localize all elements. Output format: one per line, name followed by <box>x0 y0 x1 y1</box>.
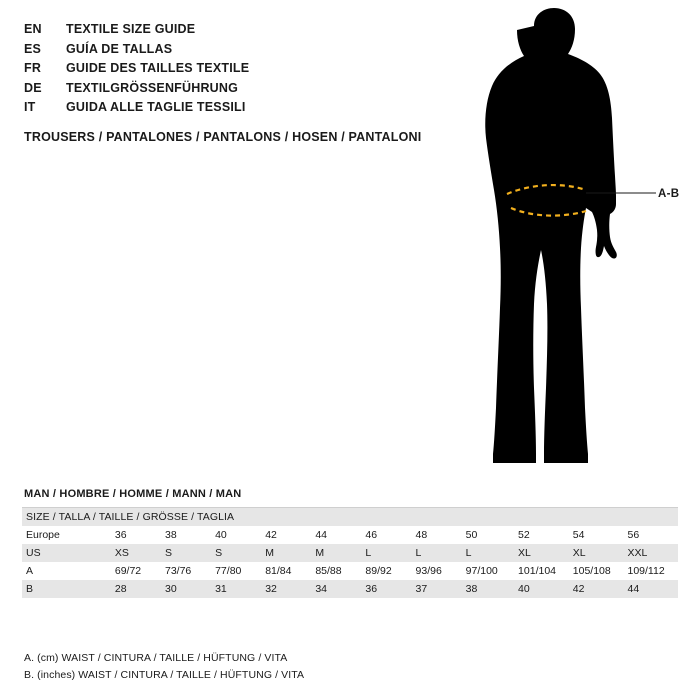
cell: 89/92 <box>361 562 411 580</box>
language-code: FR <box>24 61 42 75</box>
cell: M <box>311 544 361 562</box>
language-row <box>24 100 494 120</box>
cell: 36 <box>361 580 411 598</box>
cell: 46 <box>361 526 411 544</box>
language-title: GUIDE DES TAILLES TEXTILE <box>66 61 250 75</box>
row-label: Europe <box>22 526 111 544</box>
row-label: A <box>22 562 111 580</box>
cell: L <box>462 544 514 562</box>
cell: XXL <box>623 544 678 562</box>
table-row <box>22 544 678 562</box>
language-title: GUÍA DE TALLAS <box>66 41 173 56</box>
garment-type-line: TROUSERS / PANTALONES / PANTALONS / HOSEN / PANTALONI <box>24 130 422 144</box>
table-group-title: MAN / HOMBRE / HOMME / MANN / MAN <box>24 488 242 500</box>
cell: 42 <box>569 580 624 598</box>
language-title: GUIDA ALLE TAGLIE TESSILI <box>66 100 246 114</box>
cell: 54 <box>569 526 624 544</box>
cell: 52 <box>514 526 569 544</box>
size-table-area <box>22 488 678 598</box>
cell: 42 <box>261 526 311 544</box>
cell: 37 <box>412 580 462 598</box>
cell: S <box>211 544 261 562</box>
cell: XL <box>569 544 624 562</box>
language-code: EN <box>24 22 42 36</box>
cell: 73/76 <box>161 562 211 580</box>
cell: 28 <box>111 580 161 598</box>
cell: 48 <box>412 526 462 544</box>
cell: XL <box>514 544 569 562</box>
cell: L <box>412 544 462 562</box>
cell: 56 <box>623 526 678 544</box>
cell: 85/88 <box>311 562 361 580</box>
cell: 44 <box>311 526 361 544</box>
language-header-block <box>24 22 494 120</box>
cell: M <box>261 544 311 562</box>
language-row <box>24 22 494 42</box>
male-silhouette-icon <box>470 8 690 478</box>
table-row <box>22 580 678 598</box>
cell: 69/72 <box>111 562 161 580</box>
language-code: DE <box>24 80 42 95</box>
language-row <box>24 42 494 62</box>
cell: XS <box>111 544 161 562</box>
footnote-b: B. (inches) WAIST / CINTURA / TAILLE / HÜFTUNG / VITA <box>24 669 305 681</box>
table-subheader-row <box>22 508 678 526</box>
cell: 101/104 <box>514 562 569 580</box>
table-row <box>22 562 678 580</box>
cell: 93/96 <box>412 562 462 580</box>
cell: 97/100 <box>462 562 514 580</box>
model-figure <box>470 8 690 478</box>
cell: 77/80 <box>211 562 261 580</box>
cell: 40 <box>211 526 261 544</box>
cell: 109/112 <box>623 562 678 580</box>
cell: 34 <box>311 580 361 598</box>
language-row <box>24 81 494 101</box>
cell: 44 <box>623 580 678 598</box>
row-label: US <box>22 544 111 562</box>
cell: L <box>361 544 411 562</box>
cell: 38 <box>161 526 211 544</box>
cell: 30 <box>161 580 211 598</box>
cell: 32 <box>261 580 311 598</box>
cell: 40 <box>514 580 569 598</box>
cell: S <box>161 544 211 562</box>
language-code: IT <box>24 100 36 114</box>
language-title: TEXTILE SIZE GUIDE <box>66 22 196 36</box>
cell: 31 <box>211 580 261 598</box>
cell: 105/108 <box>569 562 624 580</box>
measure-label-ab: A-B <box>658 188 680 200</box>
size-header-cell: SIZE / TALLA / TAILLE / GRÖSSE / TAGLIA <box>22 508 678 526</box>
footnote-a: A. (cm) WAIST / CINTURA / TAILLE / HÜFTUNG / VITA <box>24 652 288 664</box>
footnotes <box>24 650 304 684</box>
row-label: B <box>22 580 111 598</box>
table-row <box>22 526 678 544</box>
language-title: TEXTILGRÖSSENFÜHRUNG <box>66 80 239 95</box>
cell: 36 <box>111 526 161 544</box>
cell: 81/84 <box>261 562 311 580</box>
language-code: ES <box>24 41 42 56</box>
size-table <box>22 508 678 598</box>
cell: 50 <box>462 526 514 544</box>
language-row <box>24 61 494 81</box>
cell: 38 <box>462 580 514 598</box>
